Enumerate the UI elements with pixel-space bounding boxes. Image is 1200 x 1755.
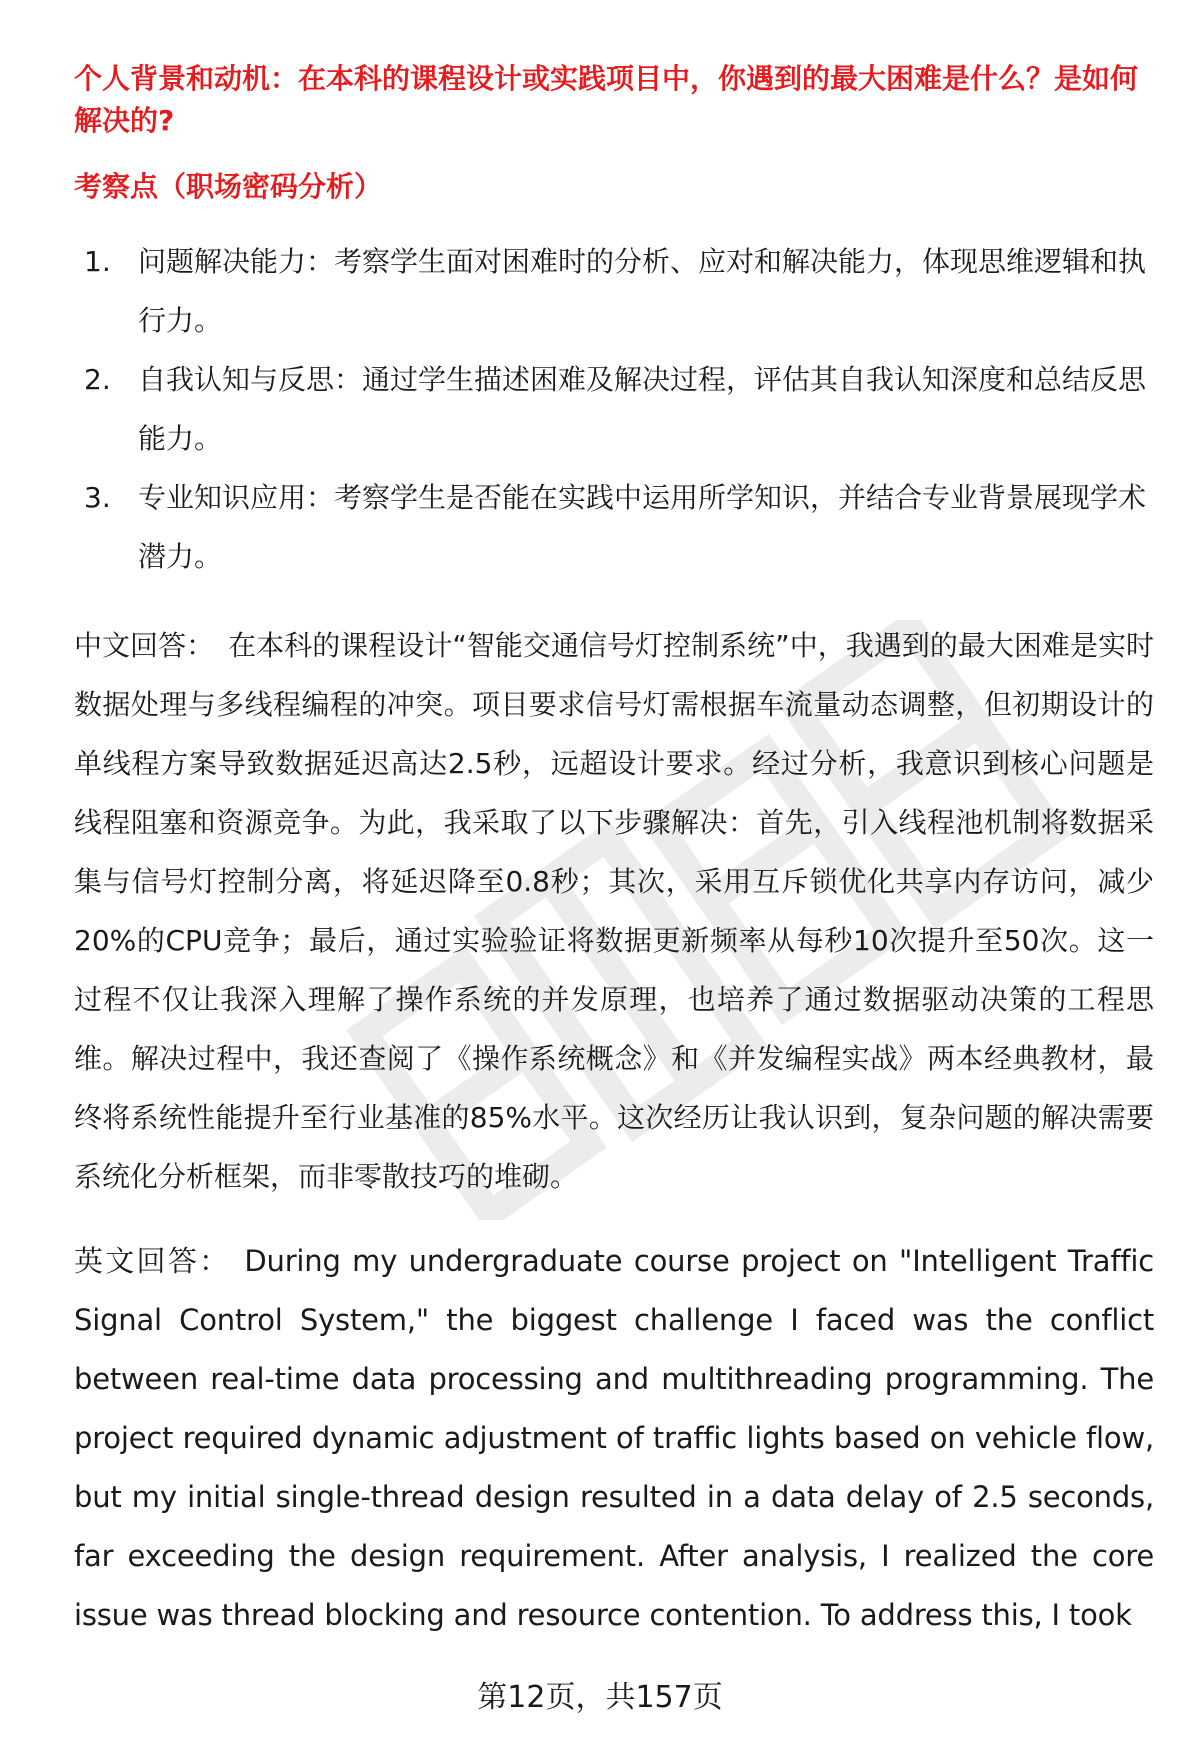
list-item xyxy=(74,232,1154,350)
english-answer-paragraph xyxy=(74,1232,1154,1645)
assessment-points-list xyxy=(74,232,1154,586)
question-heading: 个人背景和动机：在本科的课程设计或实践项目中，你遇到的最大困难是什么？是如何解决的? xyxy=(74,62,1139,137)
list-number: 3. xyxy=(84,481,111,514)
document-page xyxy=(74,58,1154,1645)
chinese-answer-text: 在本科的课程设计“智能交通信号灯控制系统”中，我遇到的最大困难是实时数据处理与多线程编程的冲突。项目要求信号灯需根据车流量动态调整，但初期设计的单线程方案导致数据延迟高达2.5秒，远超设计要求。经过分析，我意识到核心问题是线程阻塞和资源竞争。为此，我采取了以下步骤解决：首先，引入线程池机制将数据采集与信号灯控制分离，将延迟降至0.8秒；其次，采用互斥锁优化共享内存访问，减少20%的CPU竞争；最后，通过实验验证将数据更新频率从每秒10次提升至50次。这一过程不仅让我深入理解了操作系统的并发原理，也培养了通过数据驱动决策的工程思维。解决过程中，我还查阅了《操作系统概念》和《并发编程实战》两本经典教材，最终将系统性能提升至行业基准的85%水平。这次经历让我认识到，复杂问题的解决需要系统化分析框架，而非零散技巧的堆砌。 xyxy=(74,629,1154,1193)
list-item xyxy=(74,468,1154,586)
list-item-text: 自我认知与反思：通过学生描述困难及解决过程，评估其自我认知深度和总结反思能力。 xyxy=(138,363,1147,455)
list-number: 1. xyxy=(84,245,111,278)
chinese-answer-label: 中文回答： xyxy=(74,629,215,662)
english-answer-text: During my undergraduate course project on "Intelligent Traffic Signal Control System," the biggest challenge I faced was the conflict between real-time data processing and multithreading programming. The project required dynamic adjustment of traffic lights based on vehicle flow, but my initial single-thread design resulted in a data delay of 2.5 seconds, far exceeding the design requirement. After analysis, I realized the core issue was thread blocking and resource contention. To address this, I took xyxy=(74,1244,1154,1632)
list-number: 2. xyxy=(84,363,111,396)
section-title: 考察点（职场密码分析） xyxy=(74,170,383,203)
page-number-footer: 第12页，共157页 xyxy=(477,1680,723,1715)
list-item-text: 问题解决能力：考察学生面对困难时的分析、应对和解决能力，体现思维逻辑和执行力。 xyxy=(138,245,1147,337)
chinese-answer-paragraph xyxy=(74,616,1154,1206)
english-answer-label: 英文回答： xyxy=(74,1244,231,1278)
list-item xyxy=(74,350,1154,468)
list-item-text: 专业知识应用：考察学生是否能在实践中运用所学知识，并结合专业背景展现学术潜力。 xyxy=(138,481,1147,573)
